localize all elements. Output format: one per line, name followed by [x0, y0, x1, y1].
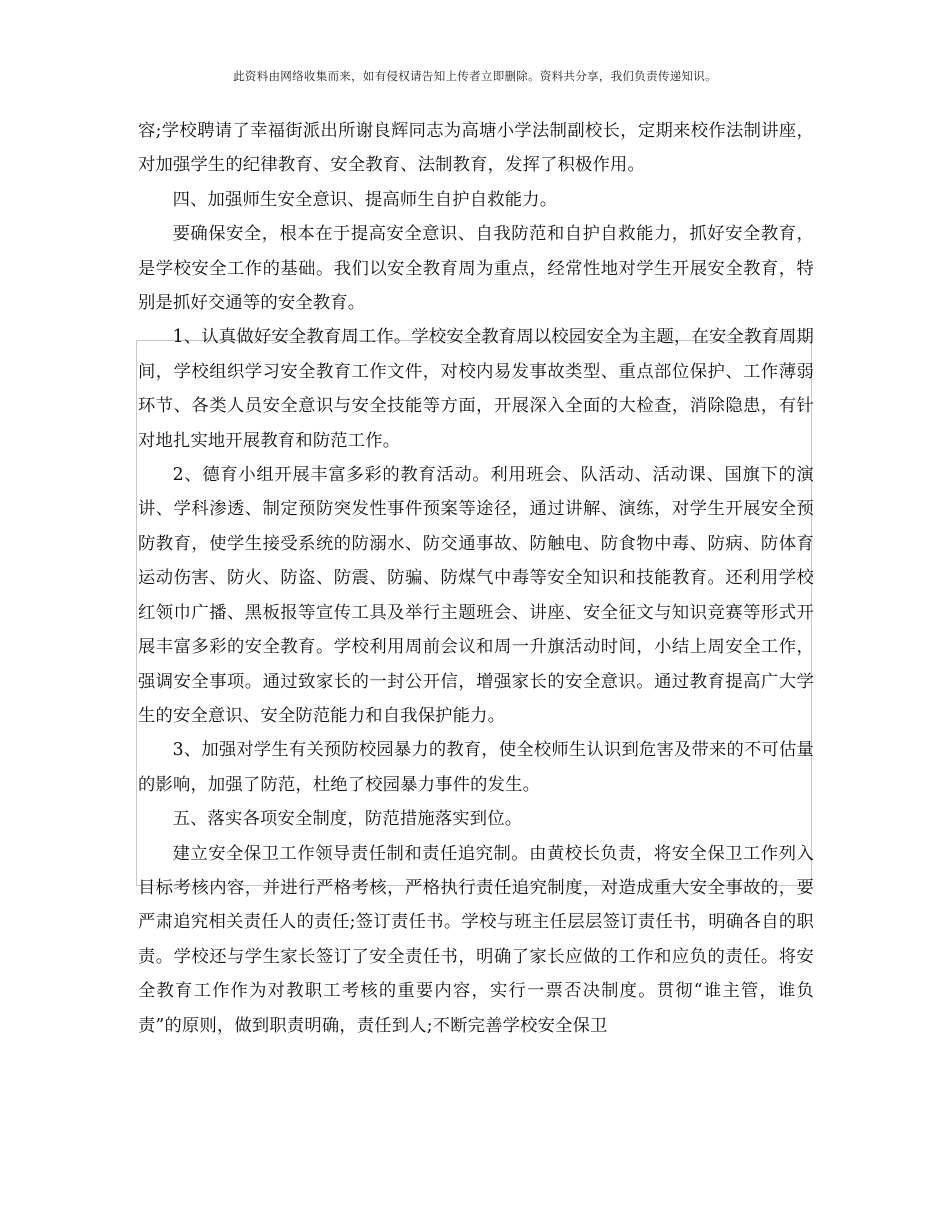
paragraph-safety-awareness: 要确保安全，根本在于提高安全意识、自我防范和自护自救能力，抓好安全教育，是学校安全工作的基础。我们以安全教育周为重点，经常性地对学生开展安全教育，特别是抓好交通等的安全教育。 [138, 224, 814, 314]
paragraph-continued: 容;学校聘请了幸福街派出所谢良辉同志为高塘小学法制副校长，定期来校作法制讲座，对加强学生的纪律教育、安全教育、法制教育，发挥了积极作用。 [138, 121, 814, 176]
paragraph-item-2: 2、德育小组开展丰富多彩的教育活动。利用班会、队活动、活动课、国旗下的演讲、学科渗透、制定预防突发性事件预案等途径，通过讲解、演练，对学生开展安全预防教育，使学生接受系统的防溺水、防交通事故、防触电、防食物中毒、防病、防体育运动伤害、防火、防盗、防震、防骗、防煤气中毒等安全知识和技能教育。还利用学校红领巾广播、黑板报等宣传工具及举行主题班会、讲座、安全征文与知识竞赛等形式开展丰富多彩的安全教育。学校利用周前会议和周一升旗活动时间，小结上周安全工作，强调安全事项。通过致家长的一封公开信，增强家长的安全意识。通过教育提高广大学生的安全意识、安全防范能力和自我保护能力。 [138, 465, 814, 726]
document-body [138, 114, 814, 1043]
paragraph-responsibility-system: 建立安全保卫工作领导责任制和责任追究制。由黄校长负责，将安全保卫工作列入目标考核内容，并进行严格考核，严格执行责任追究制度，对造成重大安全事故的，要严肃追究相关责任人的责任;签订责任书。学校与班主任层层签订责任书，明确各自的职责。学校还与学生家长签订了安全责任书，明确了家长应做的工作和应负的责任。将安全教育工作作为对教职工考核的重要内容，实行一票否决制度。贯彻“谁主管，谁负责”的原则，做到职责明确，责任到人;不断完善学校安全保卫 [138, 843, 814, 1036]
section-heading-four: 四、加强师生安全意识、提高师生自护自救能力。 [172, 189, 558, 210]
section-heading-five: 五、落实各项安全制度，防范措施落实到位。 [172, 809, 523, 830]
paragraph-item-3: 3、加强对学生有关预防校园暴力的教育，使全校师生认识到危害及带来的不可估量的影响，加强了防范，杜绝了校园暴力事件的发生。 [138, 740, 814, 795]
document-header-notice: 此资料由网络收集而来，如有侵权请告知上传者立即删除。资料共分享，我们负责传递知识。 [233, 69, 717, 83]
paragraph-item-1: 1、认真做好安全教育周工作。学校安全教育周以校园安全为主题，在安全教育周期间，学校组织学习安全教育工作文件，对校内易发事故类型、重点部位保护、工作薄弱环节、各类人员安全意识与安全技能等方面，开展深入全面的大检查，消除隐患，有针对地扎实地开展教育和防范工作。 [138, 327, 814, 451]
